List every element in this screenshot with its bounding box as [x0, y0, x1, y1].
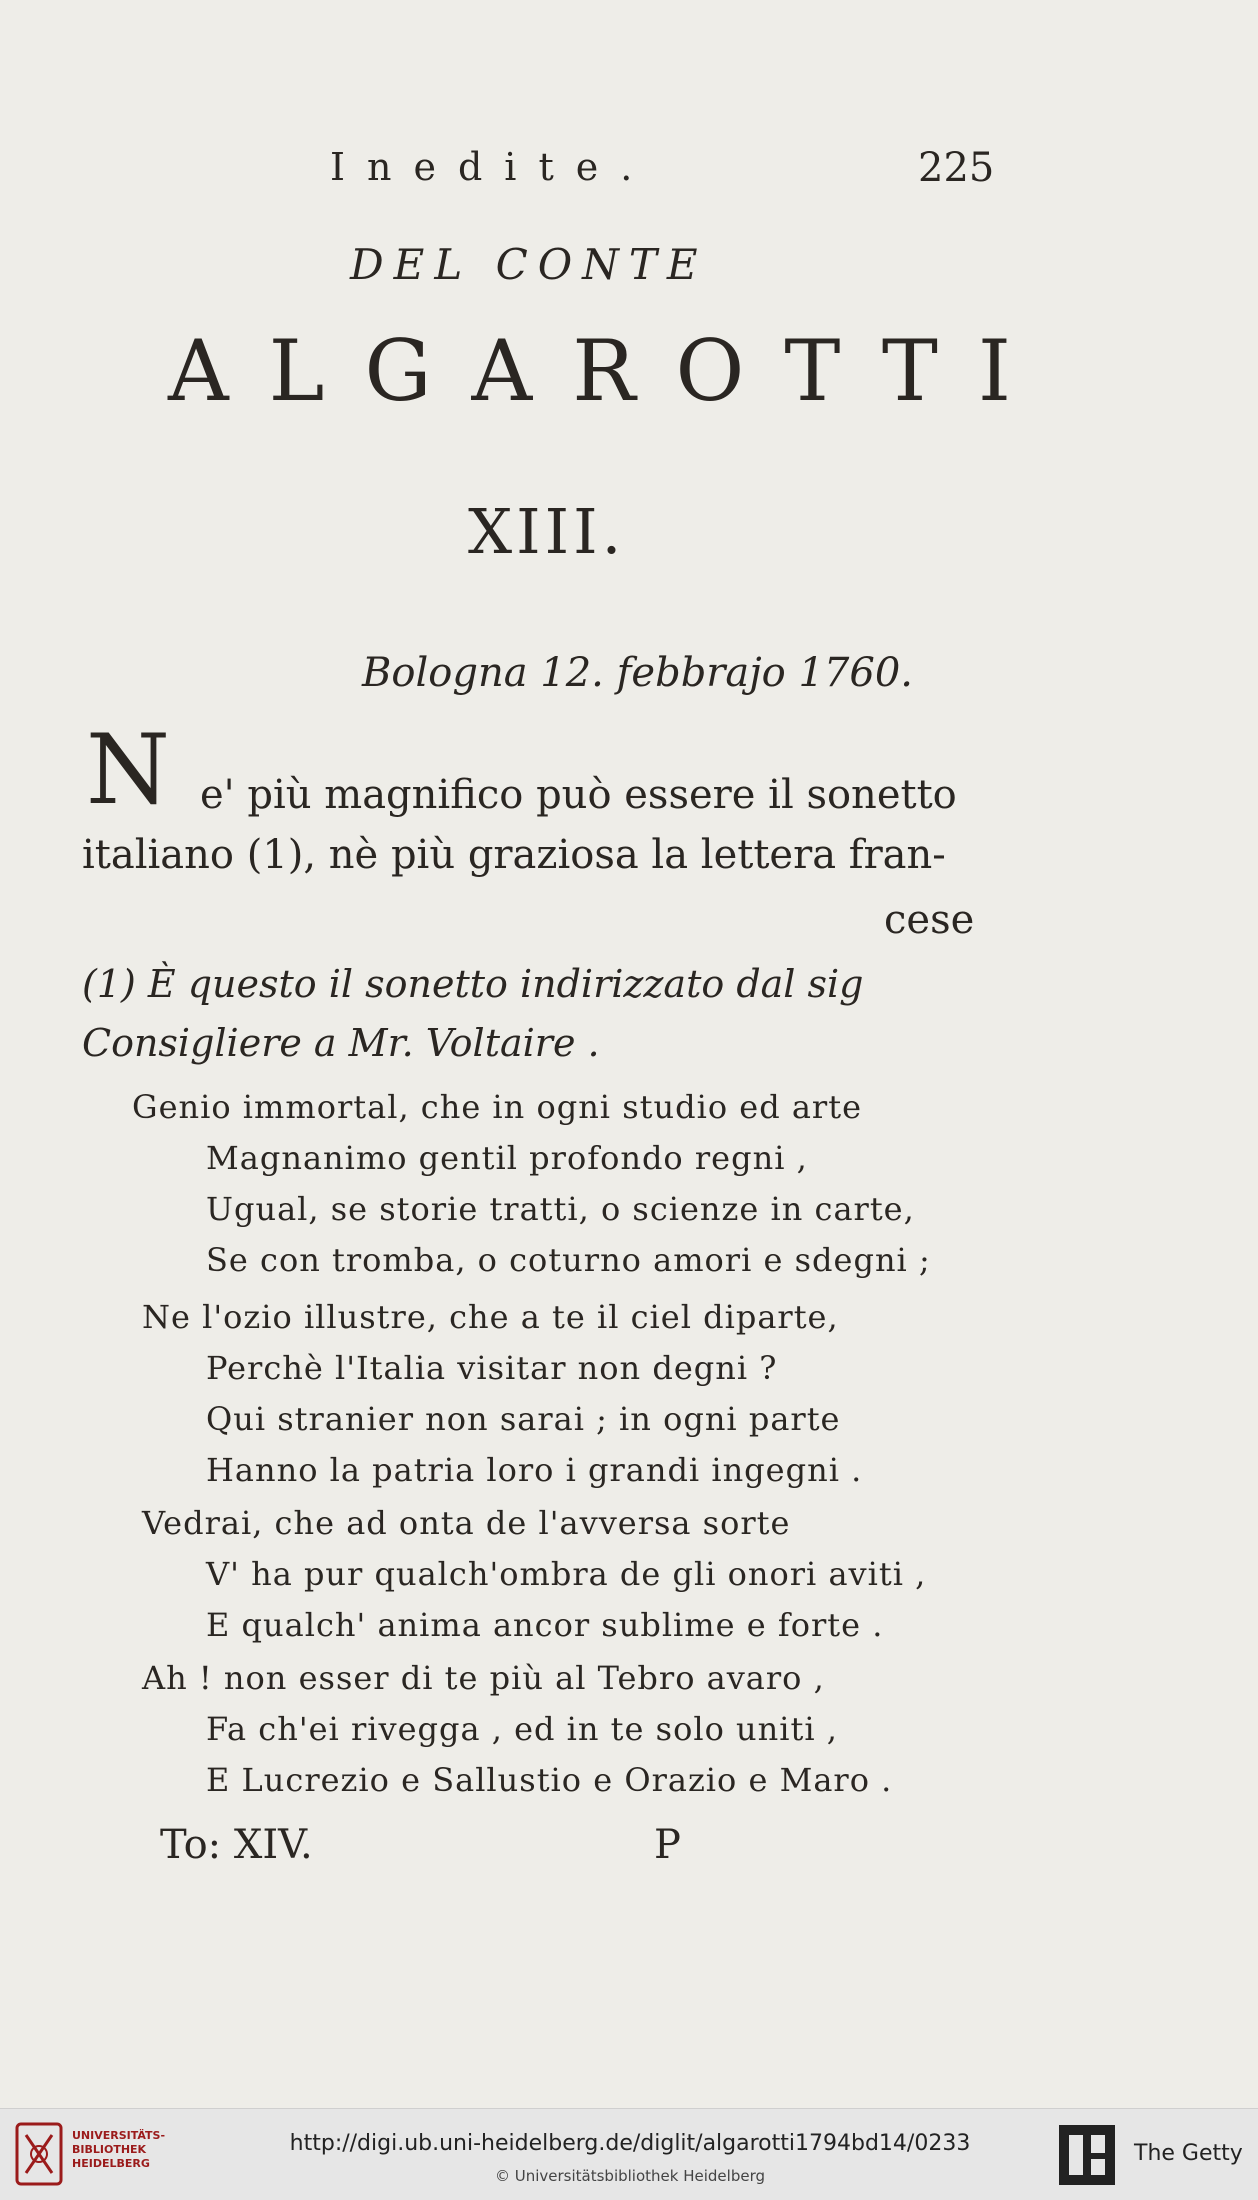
sonnet-line: Vedrai, che ad onta de l'avversa sorte	[142, 1504, 791, 1542]
sonnet-line: Fa ch'ei rivegga , ed in te solo uniti ,	[206, 1710, 838, 1748]
body-text-line: italiano (1), nè più graziosa la lettera fran-	[82, 832, 946, 878]
drop-cap: N	[86, 714, 170, 826]
sonnet-line: E qualch' anima ancor sublime e forte .	[206, 1606, 884, 1644]
copyright-notice: © Universitätsbibliothek Heidelberg	[494, 2167, 765, 2185]
university-name: UNIVERSITÄTS- BIBLIOTHEK HEIDELBERG	[72, 2129, 166, 2170]
sonnet-line: Ne l'ozio illustre, che a te il ciel diparte,	[142, 1298, 839, 1336]
sonnet-line: Ah ! non esser di te più al Tebro avaro ,	[142, 1659, 825, 1697]
footnote-line: Consigliere a Mr. Voltaire .	[82, 1021, 600, 1065]
page-number: 225	[918, 145, 995, 191]
body-text-line: e' più magnifico può essere il sonetto	[200, 772, 957, 818]
sonnet-line: Qui stranier non sarai ; in ogni parte	[206, 1400, 841, 1438]
sonnet-line: V' ha pur qualch'ombra de gli onori aviti ,	[206, 1555, 927, 1593]
viewer-footer	[0, 2108, 1258, 2200]
footnote-line: (1) È questo il sonetto indirizzato dal sig	[82, 962, 864, 1006]
letter-number: XIII.	[468, 495, 626, 568]
sonnet-line: Genio immortal, che in ogni studio ed arte	[132, 1088, 863, 1126]
university-seal-icon	[14, 2121, 64, 2187]
dateline: Bologna 12. febbrajo 1760.	[362, 650, 913, 696]
signature-mark: To: XIV.	[160, 1822, 313, 1868]
catchword: P	[654, 1822, 681, 1868]
running-header: Inedite.	[330, 145, 655, 189]
sonnet-line: Se con tromba, o coturno amori e sdegni ;	[206, 1241, 931, 1279]
getty-logo-icon	[1057, 2123, 1117, 2187]
body-text-line: cese	[884, 897, 975, 943]
permalink-url[interactable]: http://digi.ub.uni-heidelberg.de/diglit/algarotti1794bd14/0233	[289, 2131, 971, 2156]
author-name: ALGAROTTI	[168, 322, 1052, 420]
getty-name: The Getty	[1134, 2141, 1243, 2166]
letter-subtitle: DEL CONTE	[350, 240, 708, 289]
sonnet-line: E Lucrezio e Sallustio e Orazio e Maro .	[206, 1761, 893, 1799]
sonnet-line: Magnanimo gentil profondo regni ,	[206, 1139, 808, 1177]
sonnet-line: Hanno la patria loro i grandi ingegni .	[206, 1451, 863, 1489]
sonnet-line: Perchè l'Italia visitar non degni ?	[206, 1349, 778, 1387]
sonnet-line: Ugual, se storie tratti, o scienze in carte,	[206, 1190, 915, 1228]
